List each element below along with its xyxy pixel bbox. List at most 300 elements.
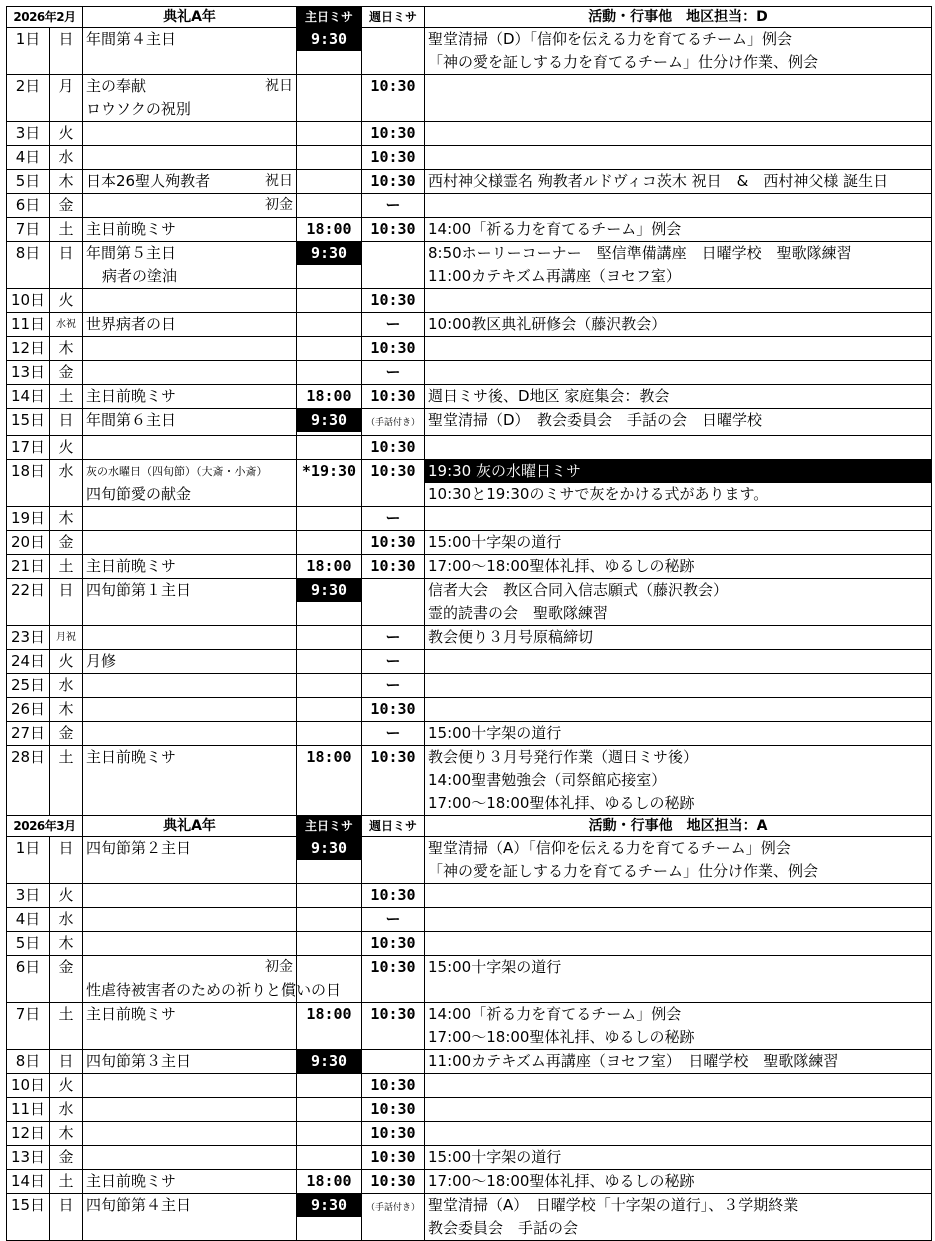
rite-name: 四旬節第１主日 (86, 581, 192, 599)
sunday-mass-cell (297, 932, 362, 956)
date-cell: 10日 (7, 1074, 50, 1098)
weekday-mass-cell (362, 956, 425, 1003)
schedule-row (7, 460, 932, 507)
weekday-mass-cell (362, 932, 425, 956)
weekday-mass-time: ー (385, 509, 401, 527)
rite-name: 主日前晩ミサ (86, 1172, 177, 1190)
rite-line (86, 1003, 293, 1026)
schedule-row (7, 289, 932, 313)
rite-cell (83, 337, 297, 361)
schedule-row (7, 146, 932, 170)
rite-line (86, 28, 293, 51)
schedule-row (7, 698, 932, 722)
schedule-row (7, 436, 932, 460)
activities-cell (425, 337, 932, 361)
activities-cell (425, 507, 932, 531)
weekday-mass-cell (362, 170, 425, 194)
sunday-mass-cell (297, 146, 362, 170)
weekday-mass-cell (362, 650, 425, 674)
rite-name: 主日前晩ミサ (86, 557, 177, 575)
weekday-cell: 日 (50, 242, 83, 289)
weekday-cell: 金 (50, 956, 83, 1003)
weekday-cell: 水 (50, 908, 83, 932)
date-cell: 7日 (7, 218, 50, 242)
date-cell: 5日 (7, 170, 50, 194)
weekday-mass-time: ー (385, 676, 401, 694)
activities-cell (425, 385, 932, 409)
weekday-cell: 日 (50, 1194, 83, 1241)
rite-cell (83, 361, 297, 385)
weekday-mass-cell (362, 837, 425, 884)
date-cell: 18日 (7, 460, 50, 507)
weekday-cell: 金 (50, 194, 83, 218)
weekday-cell: 水 (50, 1098, 83, 1122)
schedule-row (7, 507, 932, 531)
activity-line: 「神の愛を証しする力を育てるチーム」仕分け作業、例会 (428, 862, 819, 880)
weekday-cell: 日 (50, 1050, 83, 1074)
sunday-mass-cell (297, 674, 362, 698)
weekday-mass-time: 10:30 (370, 886, 416, 904)
rite-cell (83, 1146, 297, 1170)
rite-subline: ロウソクの祝別 (86, 100, 191, 118)
weekday-cell: 月 (50, 75, 83, 122)
activities-cell (425, 194, 932, 218)
weekday-cell: 木 (50, 170, 83, 194)
weekday-mass-cell (362, 436, 425, 460)
weekday-cell: 土 (50, 1170, 83, 1194)
activities-cell (425, 28, 932, 75)
rite-name: 主日前晩ミサ (86, 748, 177, 766)
weekday-mass-time: 10:30 (370, 1100, 416, 1118)
schedule-row (7, 884, 932, 908)
weekday-mass-time: 10:30 (370, 1172, 416, 1190)
weekday-mass-time: 10:30 (370, 1124, 416, 1142)
weekday-mass-cell (362, 626, 425, 650)
schedule-row (7, 1194, 932, 1241)
schedule-row (7, 1098, 932, 1122)
activity-line: 聖堂清掃（D） 教会委員会 手話の会 日曜学校 (428, 411, 763, 429)
sunday-mass-time: 9:30 (297, 837, 361, 860)
activity-line: 10:30と19:30のミサで灰をかける式があります。 (428, 485, 769, 503)
date-cell: 4日 (7, 908, 50, 932)
weekday-mass-cell (362, 746, 425, 816)
schedule-row (7, 1146, 932, 1170)
rite-tag: 祝日 (265, 78, 293, 94)
month-header-row (7, 7, 932, 28)
date-cell: 13日 (7, 361, 50, 385)
rite-cell (83, 409, 297, 436)
weekday-mass-header: 週日ミサ (362, 816, 425, 837)
weekday-mass-time: 10:30 (370, 387, 416, 405)
weekday-cell: 火 (50, 650, 83, 674)
activities-header: 活動・行事他 地区担当：A (425, 816, 932, 837)
schedule-row (7, 555, 932, 579)
weekday-cell: 火 (50, 884, 83, 908)
sunday-mass-cell (297, 436, 362, 460)
sunday-mass-cell (297, 385, 362, 409)
weekday-mass-cell (362, 1170, 425, 1194)
date-cell: 26日 (7, 698, 50, 722)
sunday-mass-time: *19:30 (301, 462, 357, 480)
weekday-cell: 木 (50, 932, 83, 956)
date-cell: 28日 (7, 746, 50, 816)
weekday-cell: 月祝 (50, 626, 83, 650)
activity-line: 8:50ホーリーコーナー 堅信準備講座 日曜学校 聖歌隊練習 (428, 244, 852, 262)
rite-cell (83, 436, 297, 460)
activities-cell (425, 1003, 932, 1050)
activity-line: 信者大会 教区合同入信志願式（藤沢教会） (428, 581, 729, 599)
weekday-mass-cell (362, 507, 425, 531)
sunday-mass-cell (297, 746, 362, 816)
rite-name: 年間第５主日 (86, 244, 177, 262)
rite-cell (83, 908, 297, 932)
activities-cell (425, 1098, 932, 1122)
sunday-mass-time: 9:30 (297, 579, 361, 602)
weekday-mass-cell (362, 337, 425, 361)
sunday-mass-cell (297, 242, 362, 289)
sunday-mass-cell (297, 531, 362, 555)
schedule-row (7, 122, 932, 146)
month-header-row (7, 816, 932, 837)
weekday-cell: 火 (50, 1074, 83, 1098)
weekday-mass-cell (362, 460, 425, 507)
activities-cell (425, 1146, 932, 1170)
rite-cell (83, 1122, 297, 1146)
sunday-mass-cell (297, 884, 362, 908)
weekday-cell: 土 (50, 218, 83, 242)
activities-cell (425, 837, 932, 884)
schedule-row (7, 409, 932, 436)
rite-cell (83, 579, 297, 626)
rite-cell (83, 1194, 297, 1241)
schedule-row (7, 313, 932, 337)
rite-cell (83, 507, 297, 531)
schedule-row (7, 75, 932, 122)
sunday-mass-cell (297, 1122, 362, 1146)
month-label: 2026年3月 (7, 816, 83, 837)
activities-cell (425, 75, 932, 122)
date-cell: 21日 (7, 555, 50, 579)
rite-line (86, 650, 293, 673)
weekday-cell: 木 (50, 698, 83, 722)
rite-name: 月修 (86, 652, 117, 670)
rite-name: 年間第６主日 (86, 411, 177, 429)
sunday-mass-cell (297, 170, 362, 194)
activities-cell (425, 884, 932, 908)
weekday-cell: 木 (50, 337, 83, 361)
sunday-mass-time: 9:30 (297, 28, 361, 51)
schedule-row (7, 337, 932, 361)
rite-line (86, 1170, 293, 1193)
date-cell: 5日 (7, 932, 50, 956)
rite-cell (83, 956, 342, 1003)
activities-header: 活動・行事他 地区担当：D (425, 7, 932, 28)
weekday-mass-cell (362, 1098, 425, 1122)
weekday-mass-cell (362, 908, 425, 932)
activity-line: 17:00～18:00聖体礼拝、ゆるしの秘跡 (428, 557, 695, 575)
activity-line: 聖堂清掃（A） 日曜学校「十字架の道行」、３学期終業 (428, 1196, 799, 1214)
rite-cell (83, 1098, 297, 1122)
rite-line (86, 313, 293, 336)
rite-name: 四旬節第３主日 (86, 1052, 192, 1070)
rite-cell (83, 650, 297, 674)
rite-cell (83, 1170, 297, 1194)
date-cell: 15日 (7, 1194, 50, 1241)
date-cell: 3日 (7, 122, 50, 146)
activities-cell (425, 908, 932, 932)
activities-cell (425, 436, 932, 460)
sunday-mass-cell (297, 1170, 362, 1194)
rite-cell (83, 242, 297, 289)
activities-cell (425, 746, 932, 816)
rite-line (86, 555, 293, 578)
weekday-cell: 土 (50, 746, 83, 816)
activity-line: 「神の愛を証しする力を育てるチーム」仕分け作業、例会 (428, 53, 819, 71)
sunday-mass-cell (297, 579, 362, 626)
activity-line: 14:00「祈る力を育てるチーム」例会 (428, 1005, 682, 1023)
rite-tag: 初金 (265, 959, 293, 975)
weekday-mass-cell (362, 884, 425, 908)
sunday-mass-cell (297, 1074, 362, 1098)
activity-line: 15:00十字架の道行 (428, 533, 562, 551)
weekday-mass-time: 10:30 (370, 533, 416, 551)
activities-cell (425, 1170, 932, 1194)
weekday-mass-time: 10:30 (370, 220, 416, 238)
sunday-mass-cell (297, 1098, 362, 1122)
rite-name: 主の奉献 (86, 77, 147, 95)
weekday-mass-time: 10:30 (370, 291, 416, 309)
rite-cell (83, 28, 297, 75)
date-cell: 6日 (7, 194, 50, 218)
schedule-row (7, 1170, 932, 1194)
schedule-row (7, 746, 932, 816)
weekday-mass-time: 10:30 (370, 124, 416, 142)
weekday-mass-cell (362, 194, 425, 218)
weekday-mass-time: 10:30 (370, 1148, 416, 1166)
date-cell: 7日 (7, 1003, 50, 1050)
weekday-mass-time: ー (385, 724, 401, 742)
rite-name: 四旬節第４主日 (86, 1196, 192, 1214)
rite-cell (83, 626, 297, 650)
schedule-row (7, 1074, 932, 1098)
weekday-mass-time: （手話付き） (365, 1203, 420, 1213)
rite-cell (83, 555, 297, 579)
rite-line (86, 75, 293, 98)
rite-name: 主日前晩ミサ (86, 387, 177, 405)
rite-cell (83, 531, 297, 555)
sunday-mass-cell (297, 1146, 362, 1170)
weekday-mass-cell (362, 1074, 425, 1098)
weekday-mass-time: 10:30 (370, 958, 416, 976)
rite-line (86, 1050, 293, 1073)
rite-line (86, 956, 293, 979)
schedule-row (7, 1122, 932, 1146)
rite-line (86, 170, 293, 193)
weekday-cell: 水 (50, 674, 83, 698)
activity-line: 15:00十字架の道行 (428, 1148, 562, 1166)
sunday-mass-cell (297, 908, 362, 932)
rite-name: 年間第４主日 (86, 30, 177, 48)
schedule-row (7, 1050, 932, 1074)
weekday-cell: 金 (50, 531, 83, 555)
activities-cell (425, 626, 932, 650)
weekday-cell: 日 (50, 579, 83, 626)
month-label: 2026年2月 (7, 7, 83, 28)
activities-cell (425, 122, 932, 146)
date-cell: 11日 (7, 1098, 50, 1122)
sunday-mass-cell (297, 361, 362, 385)
activities-cell (425, 289, 932, 313)
activities-cell (425, 242, 932, 289)
activities-cell (425, 674, 932, 698)
sunday-mass-time: 18:00 (306, 387, 352, 405)
rite-cell (83, 122, 297, 146)
rite-name: 灰の水曜日（四旬節）（大斎・小斎） (86, 465, 268, 478)
weekday-cell: 火 (50, 122, 83, 146)
rite-name: 日本26聖人殉教者 (86, 172, 211, 190)
sunday-mass-cell (297, 313, 362, 337)
date-cell: 10日 (7, 289, 50, 313)
weekday-mass-time: ー (385, 652, 401, 670)
sunday-mass-header: 主日ミサ (297, 816, 362, 837)
rite-line (86, 385, 293, 408)
weekday-mass-cell (362, 1194, 425, 1241)
activities-cell (425, 698, 932, 722)
weekday-mass-cell (362, 531, 425, 555)
activity-line: 霊的読書の会 聖歌隊練習 (428, 604, 609, 622)
date-cell: 3日 (7, 884, 50, 908)
activity-line: 教会便り３月号原稿締切 (428, 628, 594, 646)
weekday-mass-time: 10:30 (370, 172, 416, 190)
weekday-cell: 木 (50, 1122, 83, 1146)
schedule-row (7, 194, 932, 218)
rite-line (86, 1194, 293, 1217)
activities-cell (425, 650, 932, 674)
weekday-mass-cell (362, 1050, 425, 1074)
weekday-mass-time: 10:30 (370, 1076, 416, 1094)
activity-line: 17:00～18:00聖体礼拝、ゆるしの秘跡 (428, 1028, 695, 1046)
weekday-cell: 金 (50, 1146, 83, 1170)
activities-cell (425, 313, 932, 337)
sunday-mass-header: 主日ミサ (297, 7, 362, 28)
weekday-mass-cell (362, 385, 425, 409)
date-cell: 8日 (7, 242, 50, 289)
weekday-mass-cell (362, 28, 425, 75)
schedule-row (7, 956, 932, 1003)
rite-name: 主日前晩ミサ (86, 1005, 177, 1023)
rite-cell (83, 722, 297, 746)
schedule-row (7, 242, 932, 289)
weekday-mass-cell (362, 218, 425, 242)
activity-line: 10:00教区典礼研修会（藤沢教会） (428, 315, 667, 333)
sunday-mass-cell (297, 626, 362, 650)
weekday-mass-time: 10:30 (370, 438, 416, 456)
schedule-row (7, 170, 932, 194)
weekday-mass-cell (362, 409, 425, 436)
weekday-cell: 水祝 (50, 313, 83, 337)
weekday-cell: 金 (50, 361, 83, 385)
activity-line: 聖堂清掃（D）「信仰を伝える力を育てるチーム」例会 (428, 30, 793, 48)
rite-cell (83, 385, 297, 409)
rite-line (86, 460, 293, 483)
sunday-mass-cell (297, 289, 362, 313)
rite-cell (83, 1003, 297, 1050)
weekday-mass-cell (362, 1003, 425, 1050)
rite-line (86, 579, 293, 602)
date-cell: 27日 (7, 722, 50, 746)
rite-cell (83, 674, 297, 698)
weekday-cell: 水 (50, 460, 83, 507)
sunday-mass-cell (297, 837, 362, 884)
weekday-mass-time: 10:30 (370, 1005, 416, 1023)
weekday-mass-cell (362, 579, 425, 626)
schedule-row (7, 385, 932, 409)
activity-line: 17:00～18:00聖体礼拝、ゆるしの秘跡 (428, 1172, 695, 1190)
activities-cell (425, 555, 932, 579)
activities-cell (425, 361, 932, 385)
activity-line: 15:00十字架の道行 (428, 724, 562, 742)
schedule-row (7, 218, 932, 242)
sunday-mass-time: 18:00 (306, 1172, 352, 1190)
weekday-mass-time: 10:30 (370, 339, 416, 357)
sunday-mass-time: 9:30 (297, 1194, 361, 1217)
activities-cell (425, 1122, 932, 1146)
activities-cell (425, 579, 932, 626)
sunday-mass-time: 18:00 (306, 748, 352, 766)
sunday-mass-time: 9:30 (297, 1050, 361, 1073)
activity-line: 教会便り３月号発行作業（週日ミサ後） (428, 748, 699, 766)
rite-cell (83, 746, 297, 816)
rite-cell (83, 313, 297, 337)
highlight-event: 19:30 灰の水曜日ミサ (425, 460, 931, 483)
weekday-mass-time: 10:30 (370, 748, 416, 766)
weekday-mass-cell (362, 1146, 425, 1170)
activity-line: 15:00十字架の道行 (428, 958, 562, 976)
sunday-mass-time: 9:30 (297, 242, 361, 265)
schedule-row (7, 626, 932, 650)
weekday-cell: 土 (50, 1003, 83, 1050)
activity-line: 17:00～18:00聖体礼拝、ゆるしの秘跡 (428, 794, 695, 812)
date-cell: 14日 (7, 1170, 50, 1194)
schedule-sheet (6, 6, 932, 1241)
weekday-cell: 火 (50, 289, 83, 313)
activities-cell (425, 409, 932, 436)
schedule-row (7, 674, 932, 698)
weekday-mass-cell (362, 722, 425, 746)
activities-cell (425, 1050, 932, 1074)
activity-line: 週日ミサ後、D地区 家庭集会：教会 (428, 387, 670, 405)
weekday-mass-cell (362, 242, 425, 289)
sunday-mass-cell (297, 650, 362, 674)
date-cell: 8日 (7, 1050, 50, 1074)
rite-name: 主日前晩ミサ (86, 220, 177, 238)
weekday-mass-time: 10:30 (370, 934, 416, 952)
date-cell: 24日 (7, 650, 50, 674)
sunday-mass-cell (297, 28, 362, 75)
date-cell: 20日 (7, 531, 50, 555)
date-cell: 1日 (7, 837, 50, 884)
schedule-row (7, 650, 932, 674)
rite-line (86, 746, 293, 769)
weekday-mass-time: （手話付き） (365, 418, 420, 428)
rite-name: 四旬節第２主日 (86, 839, 192, 857)
weekday-cell: 土 (50, 385, 83, 409)
rite-line (86, 242, 293, 265)
rite-year-header: 典礼A年 (83, 816, 297, 837)
activity-line: 教会委員会 手話の会 (428, 1219, 579, 1237)
weekday-mass-cell (362, 361, 425, 385)
activity-line: 西村神父様霊名 殉教者ルドヴィコ茨木 祝日 & 西村神父様 誕生日 (428, 172, 889, 190)
